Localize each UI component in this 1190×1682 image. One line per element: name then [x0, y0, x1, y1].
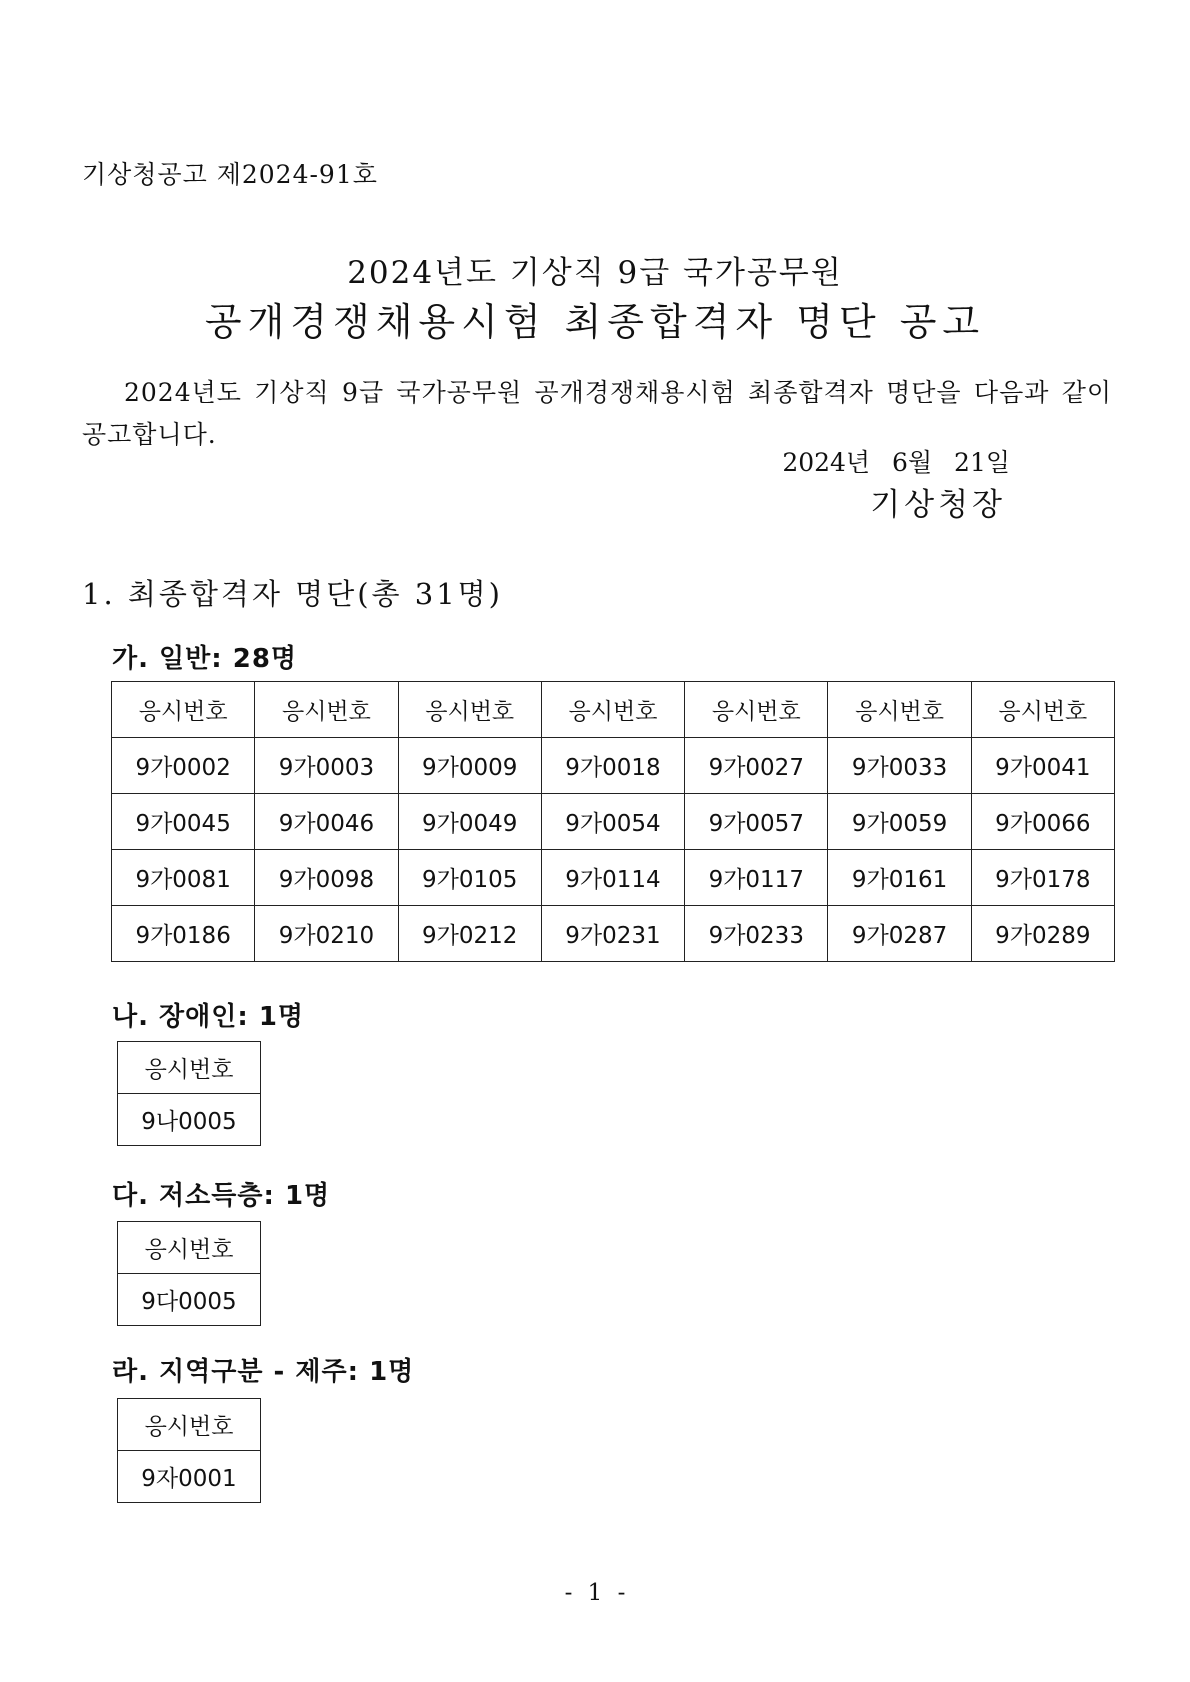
table-cell: 9가0178	[971, 850, 1114, 906]
table-row	[112, 850, 1115, 906]
table-row	[112, 794, 1115, 850]
header-cell: 응시번호	[828, 682, 971, 738]
table-cell: 9가0098	[255, 850, 398, 906]
table-cell: 9가0233	[685, 906, 828, 962]
low-income-table	[117, 1221, 261, 1326]
table-cell: 9가0231	[541, 906, 684, 962]
table-header-row	[112, 682, 1115, 738]
table-cell: 9가0114	[541, 850, 684, 906]
table-cell: 9가0287	[828, 906, 971, 962]
header-cell: 응시번호	[398, 682, 541, 738]
table-header-row	[118, 1222, 261, 1274]
header-cell: 응시번호	[255, 682, 398, 738]
issuer: 기상청장	[870, 487, 1006, 523]
table-cell: 9가0081	[112, 850, 255, 906]
table-cell: 9가0161	[828, 850, 971, 906]
table-cell: 9가0105	[398, 850, 541, 906]
header-cell: 응시번호	[118, 1222, 261, 1274]
table-cell: 9가0033	[828, 738, 971, 794]
header-cell: 응시번호	[685, 682, 828, 738]
header-cell: 응시번호	[118, 1399, 261, 1451]
header-cell: 응시번호	[541, 682, 684, 738]
table-header-row	[118, 1042, 261, 1094]
table-cell: 9가0046	[255, 794, 398, 850]
table-cell: 9가0212	[398, 906, 541, 962]
table-cell: 9가0027	[685, 738, 828, 794]
table-cell: 9가0045	[112, 794, 255, 850]
table-cell: 9자0001	[118, 1451, 261, 1503]
table-cell: 9가0289	[971, 906, 1114, 962]
table-cell: 9가0003	[255, 738, 398, 794]
header-cell: 응시번호	[118, 1042, 261, 1094]
regional-label: 라. 지역구분 - 제주: 1명	[112, 1357, 415, 1387]
table-cell: 9가0057	[685, 794, 828, 850]
table-row	[112, 906, 1115, 962]
table-cell: 9가0210	[255, 906, 398, 962]
table-row	[112, 738, 1115, 794]
table-row	[118, 1094, 261, 1146]
title-line-1: 2024년도 기상직 9급 국가공무원	[347, 255, 843, 291]
disabled-table	[117, 1041, 261, 1146]
table-row	[118, 1451, 261, 1503]
table-cell: 9가0002	[112, 738, 255, 794]
table-cell: 9가0009	[398, 738, 541, 794]
table-cell: 9가0186	[112, 906, 255, 962]
table-cell: 9가0041	[971, 738, 1114, 794]
table-cell: 9가0049	[398, 794, 541, 850]
general-label: 가. 일반: 28명	[112, 644, 298, 674]
title-line-2: 공개경쟁채용시험 최종합격자 명단 공고	[204, 300, 986, 344]
section-heading: 1. 최종합격자 명단(총 31명)	[82, 577, 503, 611]
table-cell: 9나0005	[118, 1094, 261, 1146]
disabled-label: 나. 장애인: 1명	[112, 1002, 305, 1032]
table-cell: 9다0005	[118, 1274, 261, 1326]
table-cell: 9가0066	[971, 794, 1114, 850]
general-table	[111, 681, 1115, 962]
table-cell: 9가0054	[541, 794, 684, 850]
table-header-row	[118, 1399, 261, 1451]
header-cell: 응시번호	[971, 682, 1114, 738]
table-cell: 9가0117	[685, 850, 828, 906]
header-cell: 응시번호	[112, 682, 255, 738]
table-row	[118, 1274, 261, 1326]
table-cell: 9가0018	[541, 738, 684, 794]
announcement-date: 2024년 6월 21일	[782, 448, 1010, 477]
intro-paragraph: 2024년도 기상직 9급 국가공무원 공개경쟁채용시험 최종합격자 명단을 다음과 같이 공고합니다.	[82, 378, 1112, 449]
table-cell: 9가0059	[828, 794, 971, 850]
regional-table	[117, 1398, 261, 1503]
announcement-number: 기상청공고 제2024-91호	[82, 160, 378, 189]
low-income-label: 다. 저소득층: 1명	[112, 1181, 331, 1211]
page-number: - 1 -	[564, 1580, 626, 1606]
